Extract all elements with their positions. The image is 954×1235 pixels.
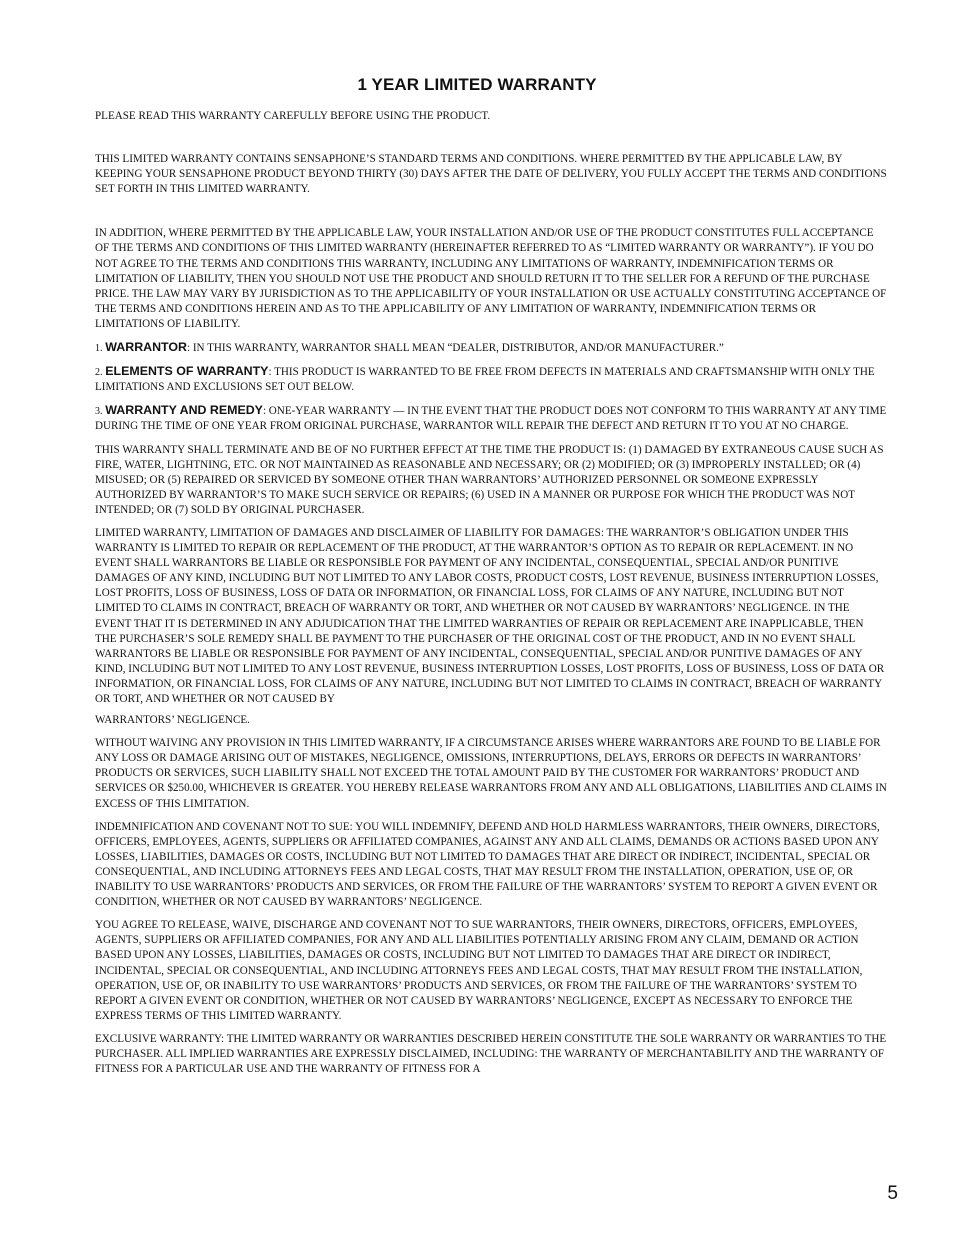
- intro-acceptance-paragraph: THIS LIMITED WARRANTY CONTAINS SENSAPHONE’S STANDARD TERMS AND CONDITIONS. WHERE PERMITTED BY THE APPLICABLE LAW, BY KEEPING YOUR SENSAPHONE PRODUCT BEYOND THIRTY (30) DAYS AFTER THE DATE OF DELIVERY, YOU FULLY ACCEPT THE TERMS AND CONDITIONS SET FORTH IN THIS LIMITED WARRANTY.: [95, 153, 887, 196]
- termination-paragraph: THIS WARRANTY SHALL TERMINATE AND BE OF NO FURTHER EFFECT AT THE TIME THE PRODUCT IS: (1) DAMAGED BY EXTRANEOUS CAUSE SUCH AS FIRE, WATER, LIGHTNING, ETC. OR NOT MAINTAINED AS REASONABLE AND NECESSARY; OR (2) MODIFIED; OR (3) IMPROPERLY INSTALLED; OR (4) MISUSED; OR (5) REPAIRED OR SERVICED BY SOMEONE OTHER THAN WARRANTORS’ AUTHORIZED PERSONNEL OR SOMEONE EXPRESSLY AUTHORIZED BY WARRANTOR’S TO MAKE SUCH SERVICE OR REPAIRS; (6) USED IN A MANNER OR PURPOSE FOR WHICH THE PRODUCT WAS NOT INTENDED; OR (7) SOLD BY ORIGINAL PURCHASER.: [95, 443, 884, 516]
- liability-cap-paragraph: WITHOUT WAIVING ANY PROVISION IN THIS LIMITED WARRANTY, IF A CIRCUMSTANCE ARISES WHERE WARRANTORS ARE FOUND TO BE LIABLE FOR ANY LOSS OR DAMAGE ARISING OUT OF MISTAKES, NEGLIGENCE, OMISSIONS, INTERRUPTIONS, DELAYS, ERRORS OR DEFECTS IN WARRANTORS’ PRODUCTS OR SERVICES, SUCH LIABILITY SHALL NOT EXCEED THE TOTAL AMOUNT PAID BY THE CUSTOMER FOR WARRANTORS’ PRODUCT AND SERVICES OR $250.00, WHICHEVER IS GREATER. YOU HEREBY RELEASE WARRANTORS FROM ANY AND ALL OBLIGATIONS, LIABILITIES AND CLAIMS IN EXCESS OF THIS LIMITATION.: [95, 737, 887, 810]
- section-text: : IN THIS WARRANTY, WARRANTOR SHALL MEAN “DEALER, DISTRIBUTOR, AND/OR MANUFACTURER.”: [186, 342, 724, 355]
- section-elements-of-warranty: [95, 364, 887, 395]
- limitation-of-damages-paragraph: LIMITED WARRANTY, LIMITATION OF DAMAGES AND DISCLAIMER OF LIABILITY FOR DAMAGES: THE WARRANTOR’S OBLIGATION UNDER THIS WARRANTY IS LIMITED TO REPAIR OR REPLACEMENT OF THE PRODUCT, AT THE WARRANTOR’S OPTION AS TO REPAIR OR REPLACEMENT. IN NO EVENT SHALL WARRANTORS BE LIABLE OR RESPONSIBLE FOR PAYMENT OF ANY INCIDENTAL, CONSEQUENTIAL, SPECIAL AND/OR PUNITIVE DAMAGES OF ANY KIND, INCLUDING BUT NOT LIMITED TO ANY LABOR COSTS, PRODUCT COSTS, LOST REVENUE, BUSINESS INTERRUPTION LOSSES, LOST PROFITS, LOSS OF BUSINESS, LOSS OF DATA OR INFORMATION, OR FINANCIAL LOSS, FOR CLAIMS OF ANY NATURE, INCLUDING BUT NOT LIMITED TO CLAIMS IN CONTRACT, BREACH OF WARRANTY OR TORT, AND WHETHER OR NOT CAUSED BY WARRANTORS’ NEGLIGENCE. IN THE EVENT THAT IT IS DETERMINED IN ANY ADJUDICATION THAT THE LIMITED WARRANTIES OF REPAIR OR REPLACEMENT ARE INAPPLICABLE, THEN THE PURCHASER’S SOLE REMEDY SHALL BE PAYMENT TO THE PURCHASER OF THE ORIGINAL COST OF THE PRODUCT, AND IN NO EVENT SHALL WARRANTORS BE LIABLE OR RESPONSIBLE FOR PAYMENT OF ANY INCIDENTAL, CONSEQUENTIAL, SPECIAL AND/OR PUNITIVE DAMAGES OF ANY KIND, INCLUDING BUT NOT LIMITED TO ANY LOST REVENUE, BUSINESS INTERRUPTION LOSSES, LOST PROFITS, LOSS OF BUSINESS, LOSS OF DATA OR INFORMATION, OR FINANCIAL LOSS, FOR CLAIMS OF ANY NATURE, INCLUDING BUT NOT LIMITED TO CLAIMS IN CONTRACT, BREACH OF WARRANTY OR TORT, AND WHETHER OR NOT CAUSED BY: [95, 526, 885, 705]
- section-number: 3.: [95, 406, 103, 418]
- page-number: 5: [887, 1183, 898, 1204]
- limitation-of-damages-continuation: WARRANTORS’ NEGLIGENCE.: [95, 714, 250, 727]
- page-title: 1 YEAR LIMITED WARRANTY: [357, 75, 597, 95]
- section-warranty-and-remedy: [95, 403, 887, 434]
- section-heading: WARRANTOR: [105, 340, 187, 355]
- intro-installation-paragraph: IN ADDITION, WHERE PERMITTED BY THE APPLICABLE LAW, YOUR INSTALLATION AND/OR USE OF THE PRODUCT CONSTITUTES FULL ACCEPTANCE OF THE TERMS AND CONDITIONS OF THIS LIMITED WARRANTY (HEREINAFTER REFERRED TO AS “LIMITED WARRANTY OR WARRANTY”). IF YOU DO NOT AGREE TO THE TERMS AND CONDITIONS THIS WARRANTY, INCLUDING ANY LIMITATIONS OF WARRANTY, INDEMNIFICATION TERMS OR LIMITATION OF LIABILITY, THEN YOU SHOULD NOT USE THE PRODUCT AND SHOULD RETURN IT TO THE SELLER FOR A REFUND OF THE PURCHASE PRICE. THE LAW MAY VARY BY JURISDICTION AS TO THE APPLICABILITY OF YOUR INSTALLATION OR USE ACTUALLY CONSTITUTING ACCEPTANCE OF THE TERMS AND CONDITIONS HEREIN AND AS TO THE APPLICABILITY OF ANY LIMITATION OF WARRANTY, INDEMNIFICATION TERMS OR LIMITATIONS OF LIABILITY.: [95, 227, 887, 330]
- release-covenant-paragraph: YOU AGREE TO RELEASE, WAIVE, DISCHARGE AND COVENANT NOT TO SUE WARRANTORS, THEIR OWNERS, DIRECTORS, OFFICERS, EMPLOYEES, AGENTS, SUPPLIERS OR AFFILIATED COMPANIES, FOR ANY AND ALL LIABILITIES POTENTIALLY ARISING FROM ANY CLAIM, DEMAND OR ACTION BASED UPON ANY LOSSES, LIABILITIES, DAMAGES OR COSTS, INCLUDING BUT NOT LIMITED TO DAMAGES THAT ARE DIRECT OR INDIRECT, INCIDENTAL, SPECIAL OR CONSEQUENTIAL, AND INCLUDING ATTORNEYS FEES AND LEGAL COSTS, THAT MAY RESULT FROM THE INSTALLATION, OPERATION, USE OF, OR INABILITY TO USE WARRANTORS’ PRODUCTS AND SERVICES, OR FROM THE FAILURE OF THE WARRANTORS’ SYSTEM TO REPORT A GIVEN EVENT OR CONDITION, WHETHER OR NOT CAUSED BY WARRANTORS’ NEGLIGENCE, EXCEPT AS NECESSARY TO ENFORCE THE EXPRESS TERMS OF THIS LIMITED WARRANTY.: [95, 919, 863, 1022]
- section-text: : THIS PRODUCT IS WARRANTED TO BE FREE FROM DEFECTS IN MATERIALS AND CRAFTSMANSHIP WITH ONLY THE LIMITATIONS AND EXCLUSIONS SET OUT BELOW.: [95, 366, 875, 394]
- indemnification-paragraph: INDEMNIFICATION AND COVENANT NOT TO SUE: YOU WILL INDEMNIFY, DEFEND AND HOLD HARMLESS WARRANTORS, THEIR OWNERS, DIRECTORS, OFFICERS, EMPLOYEES, AGENTS, SUPPLIERS OR AFFILIATED COMPANIES, AGAINST ANY AND ALL CLAIMS, DEMANDS OR ACTIONS BASED UPON ANY LOSSES, LIABILITIES, DAMAGES OR COSTS, INCLUDING BUT NOT LIMITED TO DAMAGES THAT ARE DIRECT OR INDIRECT, INCIDENTAL, SPECIAL OR CONSEQUENTIAL, AND INCLUDING ATTORNEYS FEES AND LEGAL COSTS, THAT MAY RESULT FROM THE INSTALLATION, OPERATION, USE OF, OR INABILITY TO USE WARRANTORS’ PRODUCTS AND SERVICES, OR FROM THE FAILURE OF THE WARRANTORS’ SYSTEM TO REPORT A GIVEN EVENT OR CONDITION, WHETHER OR NOT CAUSED BY WARRANTORS’ NEGLIGENCE.: [95, 820, 880, 909]
- section-warrantor: [95, 340, 887, 356]
- intro-notice: PLEASE READ THIS WARRANTY CAREFULLY BEFORE USING THE PRODUCT.: [95, 110, 491, 122]
- section-text: : ONE-YEAR WARRANTY — IN THE EVENT THAT THE PRODUCT DOES NOT CONFORM TO THIS WARRANTY AT ANY TIME DURING THE TIME OF ONE YEAR FROM ORIGINAL PURCHASE, WARRANTOR WILL REPAIR THE DEFECT AND RETURN IT TO YOU AT NO CHARGE.: [95, 405, 887, 433]
- section-number: 2.: [95, 367, 103, 379]
- section-number: 1.: [95, 343, 103, 355]
- warranty-body: [95, 109, 887, 1085]
- exclusive-warranty-paragraph: EXCLUSIVE WARRANTY: THE LIMITED WARRANTY OR WARRANTIES DESCRIBED HEREIN CONSTITUTE THE SOLE WARRANTY OR WARRANTIES TO THE PURCHASER. ALL IMPLIED WARRANTIES ARE EXPRESSLY DISCLAIMED, INCLUDING: THE WARRANTY OF MERCHANTABILITY AND THE WARRANTY OF FITNESS FOR A PARTICULAR USE AND THE WARRANTY OF FITNESS FOR A: [95, 1032, 887, 1076]
- section-heading: WARRANTY AND REMEDY: [105, 403, 263, 418]
- section-heading: ELEMENTS OF WARRANTY: [105, 364, 269, 379]
